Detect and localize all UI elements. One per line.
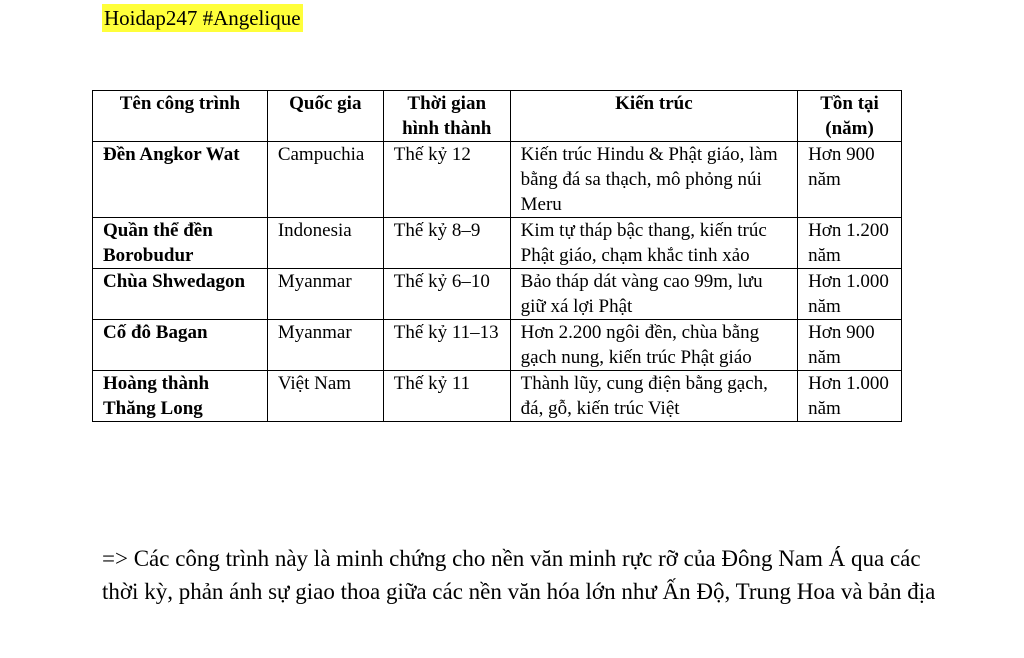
column-header-architecture: Kiến trúc	[510, 91, 797, 142]
cell-name: Hoàng thành Thăng Long	[93, 371, 268, 422]
table-row	[93, 371, 902, 422]
cell-country: Việt Nam	[267, 371, 383, 422]
cell-architecture: Thành lũy, cung điện bằng gạch, đá, gỗ, kiến trúc Việt	[510, 371, 797, 422]
cell-name: Cố đô Bagan	[93, 320, 268, 371]
column-header-period: Thời gian hình thành	[383, 91, 510, 142]
cell-country: Indonesia	[267, 218, 383, 269]
table-row	[93, 218, 902, 269]
cell-name: Chùa Shwedagon	[93, 269, 268, 320]
column-header-age: Tồn tại (năm)	[798, 91, 902, 142]
cell-architecture: Kiến trúc Hindu & Phật giáo, làm bằng đá sa thạch, mô phỏng núi Meru	[510, 142, 797, 218]
column-header-country: Quốc gia	[267, 91, 383, 142]
cell-period: Thế kỷ 6–10	[383, 269, 510, 320]
cell-age: Hơn 1.000 năm	[798, 269, 902, 320]
cell-period: Thế kỷ 11	[383, 371, 510, 422]
cell-period: Thế kỷ 12	[383, 142, 510, 218]
table-row	[93, 142, 902, 218]
cell-architecture: Bảo tháp dát vàng cao 99m, lưu giữ xá lợi Phật	[510, 269, 797, 320]
cell-period: Thế kỷ 8–9	[383, 218, 510, 269]
table-row	[93, 269, 902, 320]
cell-name: Quần thể đền Borobudur	[93, 218, 268, 269]
cell-name: Đền Angkor Wat	[93, 142, 268, 218]
header-tag: Hoidap247 #Angelique	[104, 6, 301, 30]
cell-age: Hơn 900 năm	[798, 320, 902, 371]
cell-age: Hơn 1.200 năm	[798, 218, 902, 269]
monuments-table	[92, 90, 902, 422]
table-row	[93, 320, 902, 371]
table-header-row	[93, 91, 902, 142]
cell-age: Hơn 900 năm	[798, 142, 902, 218]
cell-period: Thế kỷ 11–13	[383, 320, 510, 371]
cell-architecture: Hơn 2.200 ngôi đền, chùa bằng gạch nung, kiến trúc Phật giáo	[510, 320, 797, 371]
cell-architecture: Kim tự tháp bậc thang, kiến trúc Phật giáo, chạm khắc tinh xảo	[510, 218, 797, 269]
conclusion-paragraph: => Các công trình này là minh chứng cho nền văn minh rực rỡ của Đông Nam Á qua các thời kỳ, phản ánh sự giao thoa giữa các nền văn hóa lớn như Ấn Độ, Trung Hoa và bản địa	[102, 546, 936, 604]
cell-country: Campuchia	[267, 142, 383, 218]
cell-country: Myanmar	[267, 269, 383, 320]
cell-age: Hơn 1.000 năm	[798, 371, 902, 422]
column-header-name: Tên công trình	[93, 91, 268, 142]
cell-country: Myanmar	[267, 320, 383, 371]
